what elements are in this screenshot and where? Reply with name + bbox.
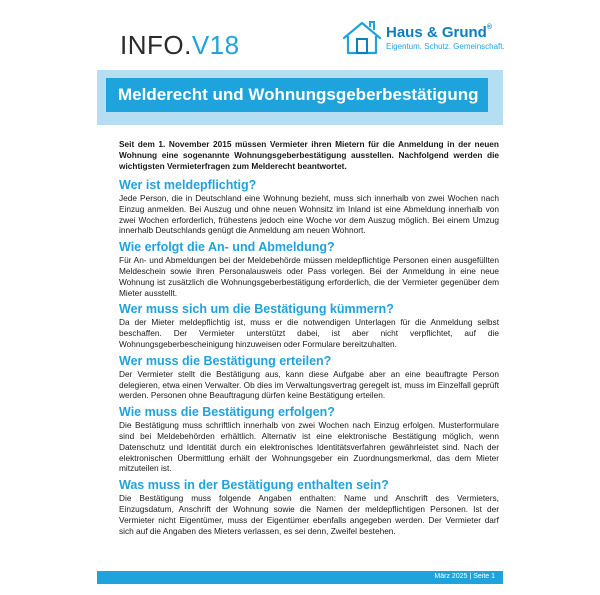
document-code-number: V18 [191,30,240,60]
document-code-prefix: INFO. [120,30,192,60]
document-code [120,30,240,61]
document-body [119,139,499,539]
section-text: Da der Mieter meldepflichtig ist, muss er die notwendigen Unterlagen für die Anmeldung selbst beschaffen. Der Vermieter unterstützt dabei, ist aber nicht verpflichtet, auf die Wohnungsgeberbescheinigung hinzuweisen oder Formulare bereitzuhalten. [119,317,499,349]
section-text: Der Vermieter stellt die Bestätigung aus, kann diese Aufgabe aber an eine beauftragte Person delegieren, etwa einen Verwalter. Ob dies im Verwaltungsvertrag geregelt ist, muss im Einzelfall geprüft werden. Personen ohne Beauftragung dürfen keine Bestätigung erteilen. [119,368,499,401]
section-text: Die Bestätigung muss folgende Angaben enthalten: Name und Anschrift des Vermieters, Einzugsdatum, Anschrift der Wohnung sowie die Namen der meldepflichtigen Personen. Ist der Vermieter nicht Eigentümer, muss der Eigentümer ebenfalls angegeben werden. Der Vermieter darf sich auf die Angaben des Mieters verlassen, es sei denn, Zweifel bestehen. [119,493,499,536]
title-banner [106,78,488,112]
footer-date-page: März 2025 | Seite 1 [434,573,495,580]
section-inhalt [119,477,499,536]
section-heading: Wer muss die Bestätigung erteilen? [119,353,332,368]
section-heading: Wie muss die Bestätigung erfolgen? [119,405,335,420]
logo-name-text: Haus & Grund [386,24,487,41]
house-icon [340,18,384,58]
section-meldepflicht [119,177,499,236]
haus-und-grund-logo [340,18,505,58]
section-heading: Wie erfolgt die An- und Abmeldung? [119,240,335,255]
section-heading: Was muss in der Bestätigung enthalten sein? [119,478,389,493]
section-form [119,404,499,474]
page-title: Melderecht und Wohnungsgeberbestätigung [118,85,479,104]
section-zustaendigkeit [119,301,499,349]
section-text: Die Bestätigung muss schriftlich innerhalb von zwei Wochen nach Einzug erfolgen. Musterformulare sind bei Meldebehörden erhältlich. Alternativ ist eine elektronische Bestätigung möglich, wenn Datenschutz und Identität durch ein elektronisches Identitätsverfahren gewährleistet sind. Nach der elektronischen Übermittlung erhält der Wohnungsgeber ein Zuordnungsmerkmal, das dem Mieter mitzuteilen ist. [119,420,499,474]
section-heading: Wer ist meldepflichtig? [119,178,257,192]
section-erteilung [119,353,499,401]
logo-tagline: Eigentum. Schutz. Gemeinschaft. [386,42,505,51]
logo-registered-mark: ® [486,24,493,31]
footer-bar [97,571,503,584]
logo-name [386,24,492,41]
section-heading: Wer muss sich um die Bestätigung kümmern? [119,302,394,317]
intro-paragraph: Seit dem 1. November 2015 müssen Vermieter ihren Mietern für die Anmeldung in der neuen Wohnung eine sogenannte Wohnungsgeberbestätigung ausstellen. Nachfolgend werden die wichtigsten Vermieterfragen zum Melderecht beantwortet. [119,139,499,171]
section-text: Für An- und Abmeldungen bei der Meldebehörde müssen meldepflichtige Personen einen ausgefüllten Meldeschein sowie ihren Personalausweis oder Pass vorlegen. Bei der Anmeldung in eine neue Wohnung ist zusätzlich die Wohnungsgeberbestätigung erforderlich, die der Vermieter gegenüber dem Mieter ausstellt. [119,255,499,298]
section-an-und-abmeldung [119,239,499,298]
section-text: Jede Person, die in Deutschland eine Wohnung bezieht, muss sich innerhalb von zwei Wochen nach Einzug anmelden. Bei Auszug und ohne neuen Wohnsitz im Inland ist eine Abmeldung innerhalb von zwei Wochen erforderlich, frühestens jedoch eine Woche vor dem Auszug möglich. Bei einem Umzug innerhalb Deutschlands genügt die Anmeldung am neuen Wohnort. [119,193,499,236]
